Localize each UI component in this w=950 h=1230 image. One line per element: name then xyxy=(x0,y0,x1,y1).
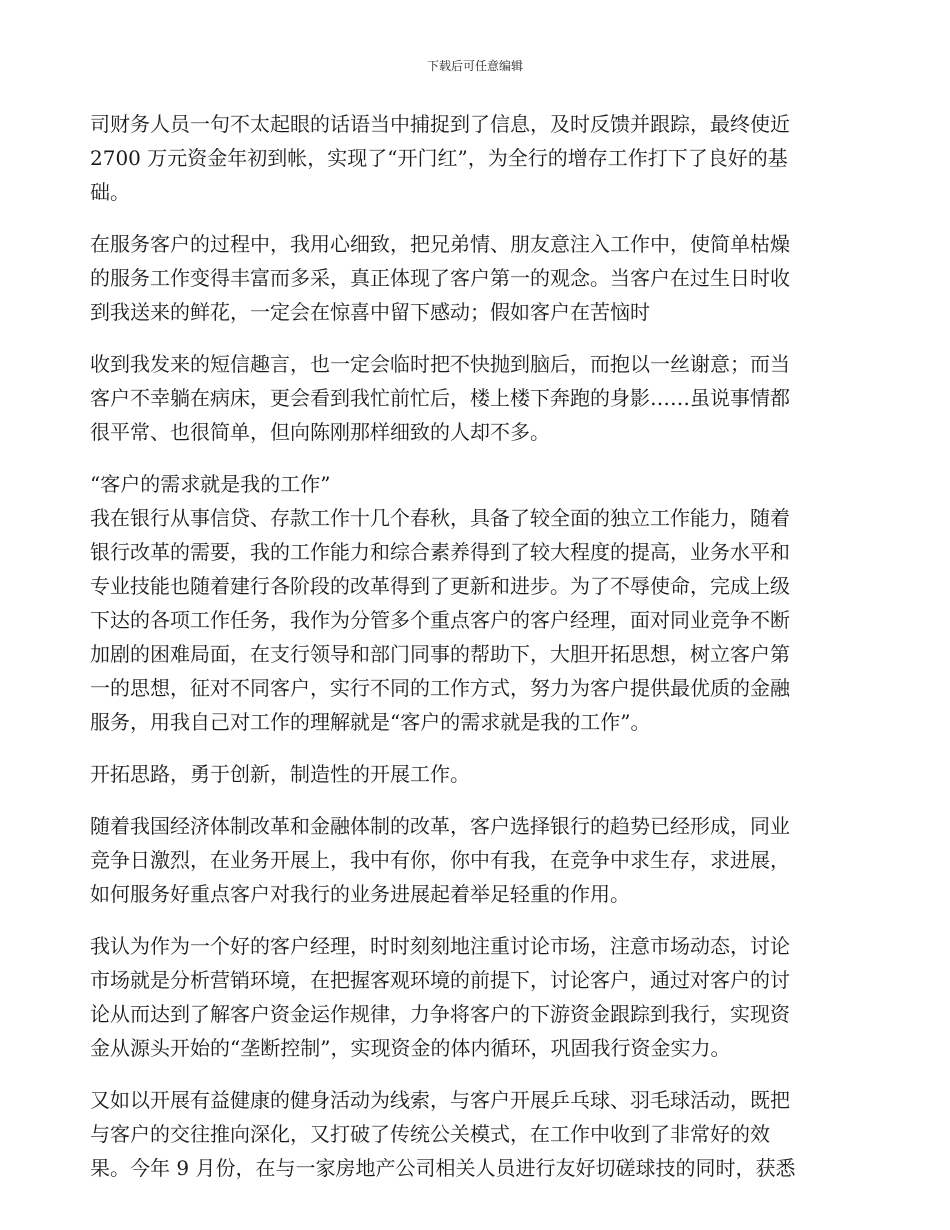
text-line: 2700 万元资金年初到帐，实现了“开门红”，为全行的增存工作打下了良好的基 xyxy=(90,146,788,170)
text-line: 司财务人员一句不太起眼的话语当中捕捉到了信息，及时反馈并跟踪，最终使近 xyxy=(90,112,790,136)
paragraph xyxy=(90,501,866,739)
text-line: 在服务客户的过程中，我用心细致，把兄弟情、朋友意注入工作中，使简单枯燥 xyxy=(90,232,790,256)
document-body xyxy=(90,107,866,1203)
text-line: 础。 xyxy=(90,180,130,204)
text-line: 下达的各项工作任务，我作为分管多个重点客户的客户经理，面对同业竞争不断 xyxy=(90,608,790,632)
text-line: 竞争日激烈，在业务开展上，我中有你，你中有我，在竞争中求生存，求进展， xyxy=(90,848,790,872)
text-line: 果。今年 9 月份，在与一家房地产公司相关人员进行友好切磋球技的同时，获悉 xyxy=(90,1156,796,1180)
text-line: 到我送来的鲜花，一定会在惊喜中留下感动；假如客户在苦恼时 xyxy=(90,300,650,324)
text-line: 如何服务好重点客户对我行的业务进展起着举足轻重的作用。 xyxy=(90,882,630,906)
text-line: 论从而达到了解客户资金运作规律，力争将客户的下游资金跟踪到我行，实现资 xyxy=(90,1002,790,1026)
text-line: 又如以开展有益健康的健身活动为线索，与客户开展乒乓球、羽毛球活动，既把 xyxy=(90,1088,790,1112)
paragraph xyxy=(90,929,866,1065)
text-line: 服务，用我自己对工作的理解就是“客户的需求就是我的工作”。 xyxy=(90,710,651,734)
text-line: “客户的需求就是我的工作” xyxy=(90,472,331,496)
text-line: 开拓思路，勇于创新，制造性的开展工作。 xyxy=(90,762,470,786)
paragraph xyxy=(90,107,866,209)
text-line: 很平常、也很简单，但向陈刚那样细致的人却不多。 xyxy=(90,420,550,444)
paragraph xyxy=(90,757,866,791)
text-line: 加剧的困难局面，在支行领导和部门同事的帮助下，大胆开拓思想，树立客户第 xyxy=(90,642,790,666)
text-line: 市场就是分析营销环境，在把握客观环境的前提下，讨论客户，通过对客户的讨 xyxy=(90,968,790,992)
text-line: 与客户的交往推向深化，又打破了传统公关模式，在工作中收到了非常好的效 xyxy=(90,1122,770,1146)
text-line: 银行改革的需要，我的工作能力和综合素养得到了较大程度的提高，业务水平和 xyxy=(90,540,790,564)
text-line: 收到我发来的短信趣言，也一定会临时把不快抛到脑后，而抱以一丝谢意；而当 xyxy=(90,352,790,376)
text-line: 的服务工作变得丰富而多采，真正体现了客户第一的观念。当客户在过生日时收 xyxy=(90,266,790,290)
paragraph xyxy=(90,227,866,329)
text-line: 我认为作为一个好的客户经理，时时刻刻地注重讨论市场，注意市场动态，讨论 xyxy=(90,934,790,958)
text-line: 一的思想，征对不同客户，实行不同的工作方式，努力为客户提供最优质的金融 xyxy=(90,676,790,700)
text-line: 我在银行从事信贷、存款工作十几个春秋，具备了较全面的独立工作能力，随着 xyxy=(90,506,790,530)
text-line: 专业技能也随着建行各阶段的改革得到了更新和进步。为了不辱使命，完成上级 xyxy=(90,574,790,598)
paragraph xyxy=(90,1083,866,1185)
text-line: 客户不幸躺在病床，更会看到我忙前忙后，楼上楼下奔跑的身影……虽说事情都 xyxy=(90,386,790,410)
paragraph xyxy=(90,347,866,449)
text-line: 金从源头开始的“垄断控制”，实现资金的体内循环，巩固我行资金实力。 xyxy=(90,1036,731,1060)
page-header: 下载后可任意编辑 xyxy=(426,59,523,73)
text-line: 随着我国经济体制改革和金融体制的改革，客户选择银行的趋势已经形成，同业 xyxy=(90,814,790,838)
section-heading xyxy=(90,467,866,501)
paragraph xyxy=(90,809,866,911)
